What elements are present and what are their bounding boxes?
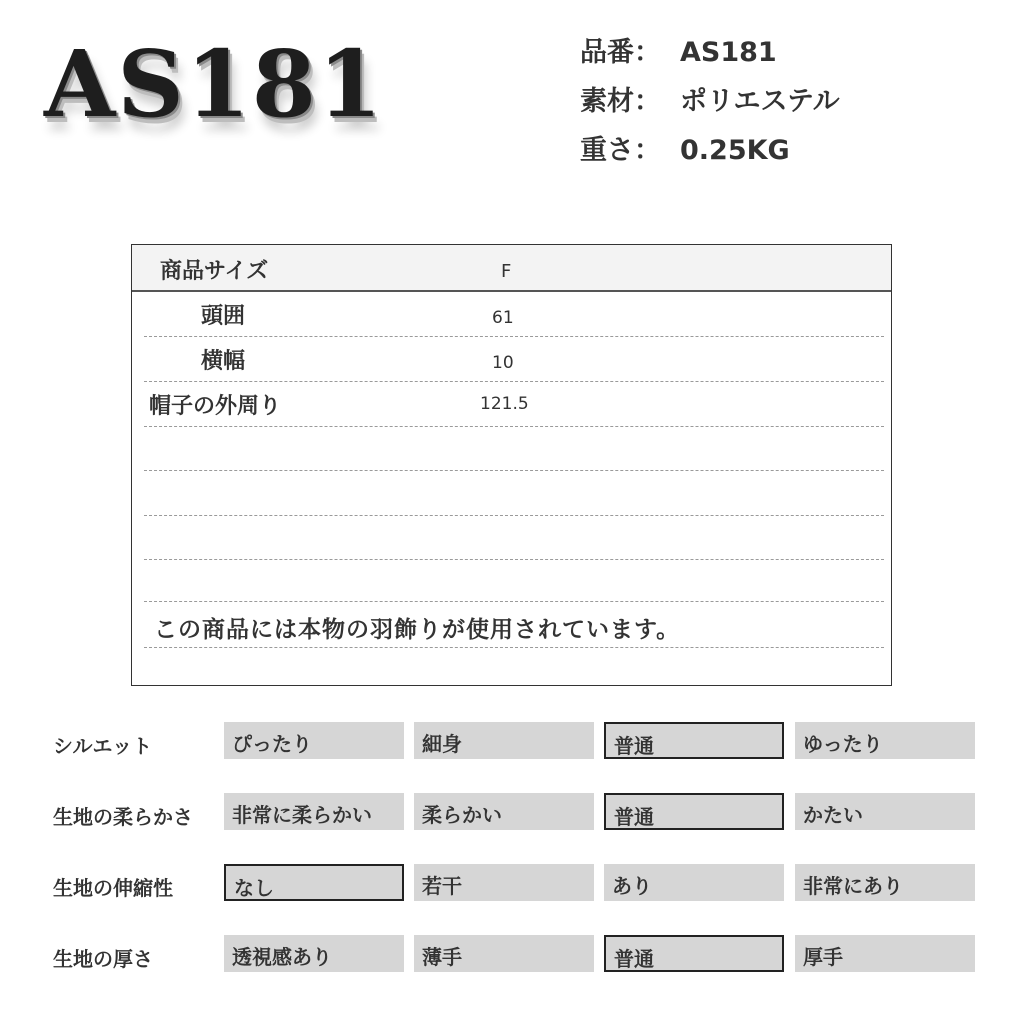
attr-option-label: 柔らかい [422,803,502,827]
size-row-empty [144,515,884,516]
attr-option [795,864,975,901]
attr-option-label: 若干 [422,874,462,898]
size-row-empty [144,647,884,648]
product-spec [580,30,840,177]
spec-label: 素材： [580,86,661,117]
attr-option-label: 普通 [614,805,654,829]
size-row-value: 10 [492,353,514,373]
attr-option-label: なし [234,876,274,900]
attr-option-label: 非常に柔らかい [232,803,372,827]
attr-option-label: 薄手 [422,945,462,969]
spec-label: 品番： [580,37,661,68]
attr-option-selected [604,793,784,830]
spec-row-weight [580,128,840,177]
attr-option-selected [604,722,784,759]
attr-option-label: ぴったり [232,732,312,756]
attr-label: 生地の厚さ [53,947,153,971]
attr-option-label: 透視感あり [232,945,332,969]
size-table-header [132,245,891,292]
size-row-label: 頭囲 [201,304,246,329]
attr-option-label: 普通 [614,734,654,758]
spec-row-material [580,79,840,128]
attr-option-label: 厚手 [803,945,843,969]
attr-option [795,793,975,830]
attr-option-label: 非常にあり [803,874,903,898]
attr-option-label: あり [612,874,652,898]
size-row-empty [144,470,884,471]
size-header-value: F [501,261,512,282]
attr-option [224,722,404,759]
size-row-circumference [144,382,884,427]
size-row-value: 121.5 [480,394,529,414]
attr-option-label: 普通 [614,947,654,971]
attr-option-label: かたい [803,803,863,827]
size-row-head [144,292,884,337]
attr-label: シルエット [53,734,153,758]
attr-row-stretch [0,864,1024,904]
attr-row-thickness [0,935,1024,975]
size-row-empty [144,559,884,560]
attr-option [414,935,594,972]
attr-option [224,793,404,830]
size-row-value: 61 [492,308,514,328]
spec-row-product-number [580,30,840,79]
size-row-label: 横幅 [201,349,246,374]
size-header-label: 商品サイズ [160,259,269,284]
attr-option [795,935,975,972]
size-row-width [144,337,884,382]
attr-option-selected [604,935,784,972]
spec-value: ポリエステル [680,86,840,117]
brand-logo [44,22,404,172]
attr-row-softness [0,793,1024,833]
attr-option-label: 細身 [422,732,462,756]
attr-row-silhouette [0,722,1024,762]
attr-option [224,935,404,972]
spec-value: 0.25KG [680,135,790,166]
spec-value: AS181 [680,37,777,68]
attr-option [414,864,594,901]
attr-label: 生地の伸縮性 [53,876,173,900]
attr-option-label: ゆったり [803,732,883,756]
attr-label: 生地の柔らかさ [53,805,193,829]
size-row-empty [144,601,884,602]
attr-option [604,864,784,901]
attr-option [414,722,594,759]
size-table [131,244,892,686]
spec-label: 重さ： [580,135,661,166]
attr-option [414,793,594,830]
logo-text: AS181 [44,30,384,138]
feather-note: この商品には本物の羽飾りが使用されています。 [154,617,681,643]
attr-option [795,722,975,759]
attr-option-selected [224,864,404,901]
size-row-label: 帽子の外周り [149,394,282,419]
